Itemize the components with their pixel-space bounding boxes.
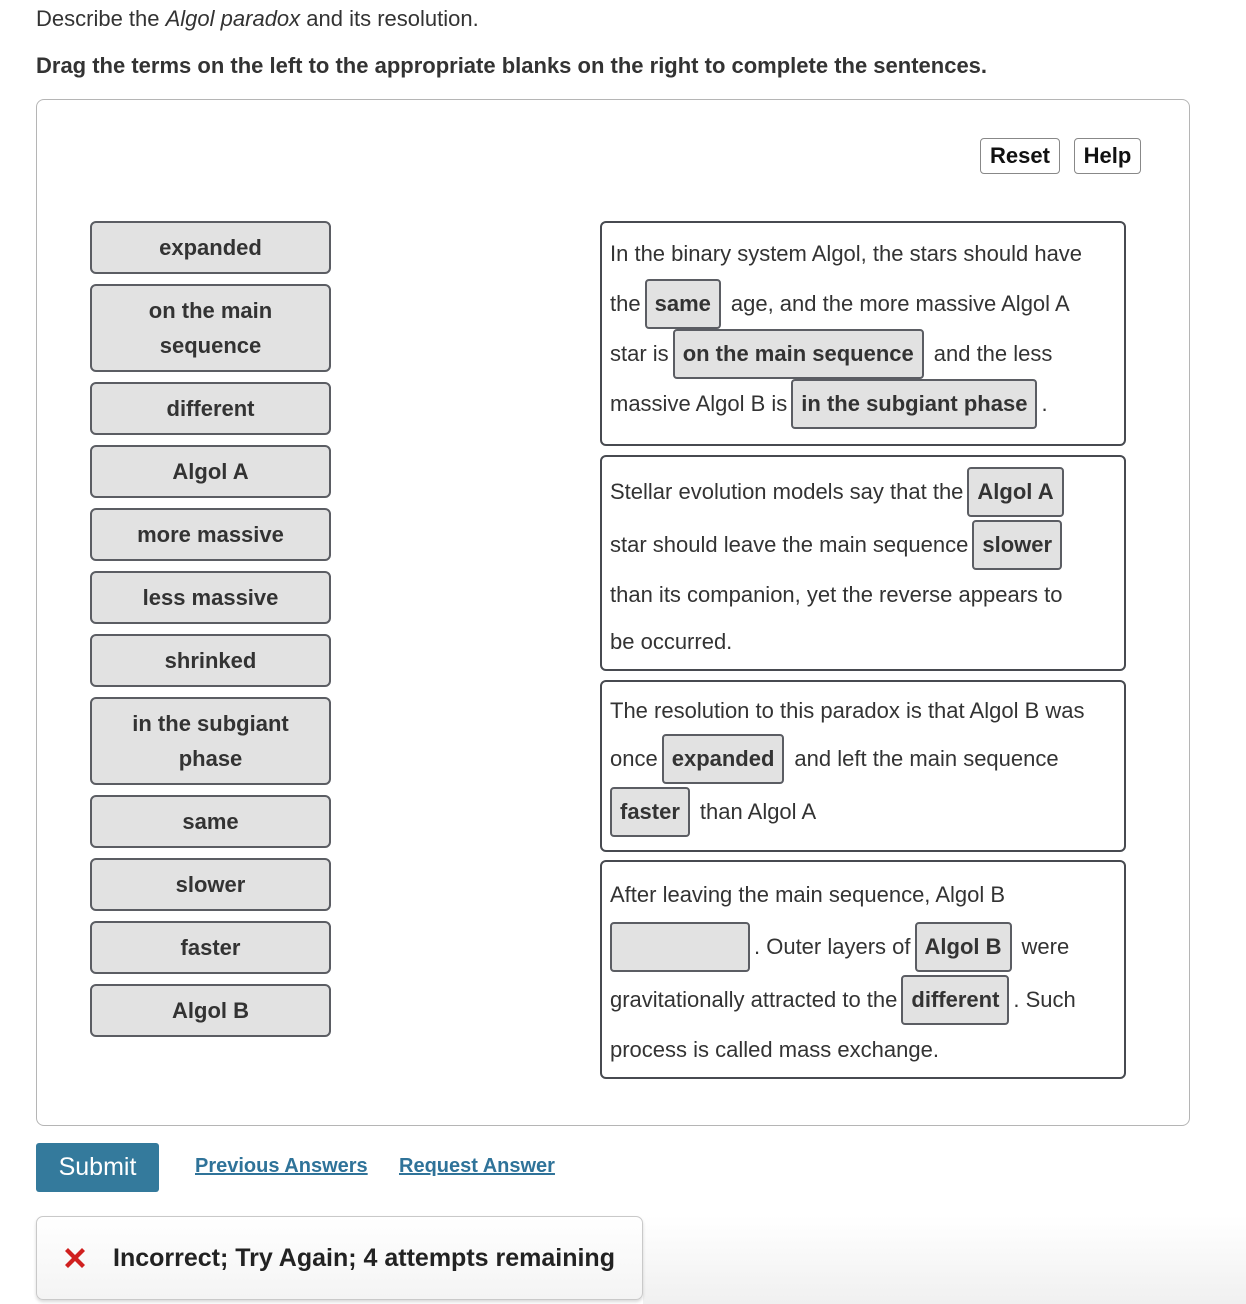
sentence-line — [610, 570, 1116, 620]
prompt-text-before: Describe the — [36, 6, 166, 31]
submit-button[interactable]: Submit — [36, 1143, 159, 1192]
term-less-massive[interactable]: less massive — [90, 571, 331, 624]
sentence-text: . — [1041, 391, 1048, 416]
x-icon — [61, 1244, 89, 1272]
sentence-text: age, and the more massive Algol A — [730, 291, 1070, 316]
sentence-line — [610, 688, 1116, 734]
sentence-text: process is called mass exchange. — [610, 1037, 939, 1062]
sentence-line — [610, 868, 1116, 922]
drop-target-filled[interactable]: expanded — [662, 734, 785, 784]
feedback-message — [36, 1216, 643, 1300]
sentence-line — [610, 329, 1116, 379]
sentence-text: In the binary system Algol, the stars should have — [610, 241, 1083, 266]
term-expanded[interactable]: expanded — [90, 221, 331, 274]
drop-target-filled[interactable]: Algol B — [915, 922, 1012, 972]
term-different[interactable]: different — [90, 382, 331, 435]
sentence-line — [610, 620, 1116, 664]
sentence-text: After leaving the main sequence, Algol B — [610, 882, 1006, 907]
sentence-text: the — [610, 291, 641, 316]
sentence-text: were — [1021, 934, 1070, 959]
sentence-text: . Outer layers of — [754, 934, 911, 959]
sentence-box-4 — [600, 860, 1126, 1079]
request-answer-link[interactable]: Request Answer — [399, 1155, 555, 1177]
term-on-the-main-sequence[interactable]: on the main sequence — [90, 284, 331, 372]
sentence-text: and the less — [933, 341, 1053, 366]
sentence-text: than Algol A — [699, 799, 817, 824]
drop-target-filled[interactable]: different — [901, 975, 1009, 1025]
drop-target-empty[interactable] — [610, 922, 750, 972]
drop-target-filled[interactable]: same — [645, 279, 721, 329]
term-algol-a[interactable]: Algol A — [90, 445, 331, 498]
sentence-text: be occurred. — [610, 629, 733, 654]
sentence-box-1 — [600, 221, 1126, 446]
sentence-text: star should leave the main sequence — [610, 532, 969, 557]
feedback-text: Incorrect; Try Again; 4 attempts remaining — [113, 1243, 615, 1272]
term-in-the-subgiant-phase[interactable]: in the subgiant phase — [90, 697, 331, 785]
sentence-line — [610, 379, 1116, 429]
sentence-text: The resolution to this paradox is that Algol B was — [610, 698, 1085, 723]
page-bottom-fade — [643, 1216, 1246, 1304]
sentence-box-3 — [600, 680, 1126, 852]
help-button[interactable]: Help — [1074, 138, 1141, 174]
term-same[interactable]: same — [90, 795, 331, 848]
drop-target-filled[interactable]: on the main sequence — [673, 329, 924, 379]
term-faster[interactable]: faster — [90, 921, 331, 974]
drop-target-filled[interactable]: Algol A — [967, 467, 1063, 517]
term-bank — [90, 221, 331, 1037]
prompt-italic-term: Algol paradox — [165, 6, 301, 31]
sentence-line — [610, 922, 1116, 972]
question-prompt — [36, 6, 479, 32]
sentence-line — [610, 975, 1116, 1025]
sentence-line — [610, 229, 1116, 279]
term-more-massive[interactable]: more massive — [90, 508, 331, 561]
prompt-text-after: and its resolution. — [300, 6, 479, 31]
sentence-line — [610, 734, 1116, 784]
drop-target-filled[interactable]: faster — [610, 787, 690, 837]
reset-button[interactable]: Reset — [980, 138, 1060, 174]
sentence-text: star is — [610, 341, 669, 366]
sentence-text: . Such — [1013, 987, 1076, 1012]
sentence-line — [610, 279, 1116, 329]
sentence-box-2 — [600, 455, 1126, 671]
previous-answers-link[interactable]: Previous Answers — [195, 1155, 368, 1177]
sentence-text: massive Algol B is — [610, 391, 788, 416]
sentence-text: once — [610, 746, 658, 771]
sentence-line — [610, 520, 1116, 570]
drop-target-filled[interactable]: slower — [972, 520, 1062, 570]
sentence-text: and left the main sequence — [794, 746, 1059, 771]
sentence-text: than its companion, yet the reverse appears to — [610, 582, 1063, 607]
sentence-text: gravitationally attracted to the — [610, 987, 898, 1012]
sentence-line — [610, 787, 1116, 837]
sentence-line — [610, 1025, 1116, 1075]
sentence-text: Stellar evolution models say that the — [610, 479, 964, 504]
term-algol-b[interactable]: Algol B — [90, 984, 331, 1037]
instruction-text: Drag the terms on the left to the appropriate blanks on the right to complete the sentences. — [36, 53, 988, 78]
drop-target-filled[interactable]: in the subgiant phase — [791, 379, 1037, 429]
term-shrinked[interactable]: shrinked — [90, 634, 331, 687]
sentence-line — [610, 467, 1116, 517]
term-slower[interactable]: slower — [90, 858, 331, 911]
